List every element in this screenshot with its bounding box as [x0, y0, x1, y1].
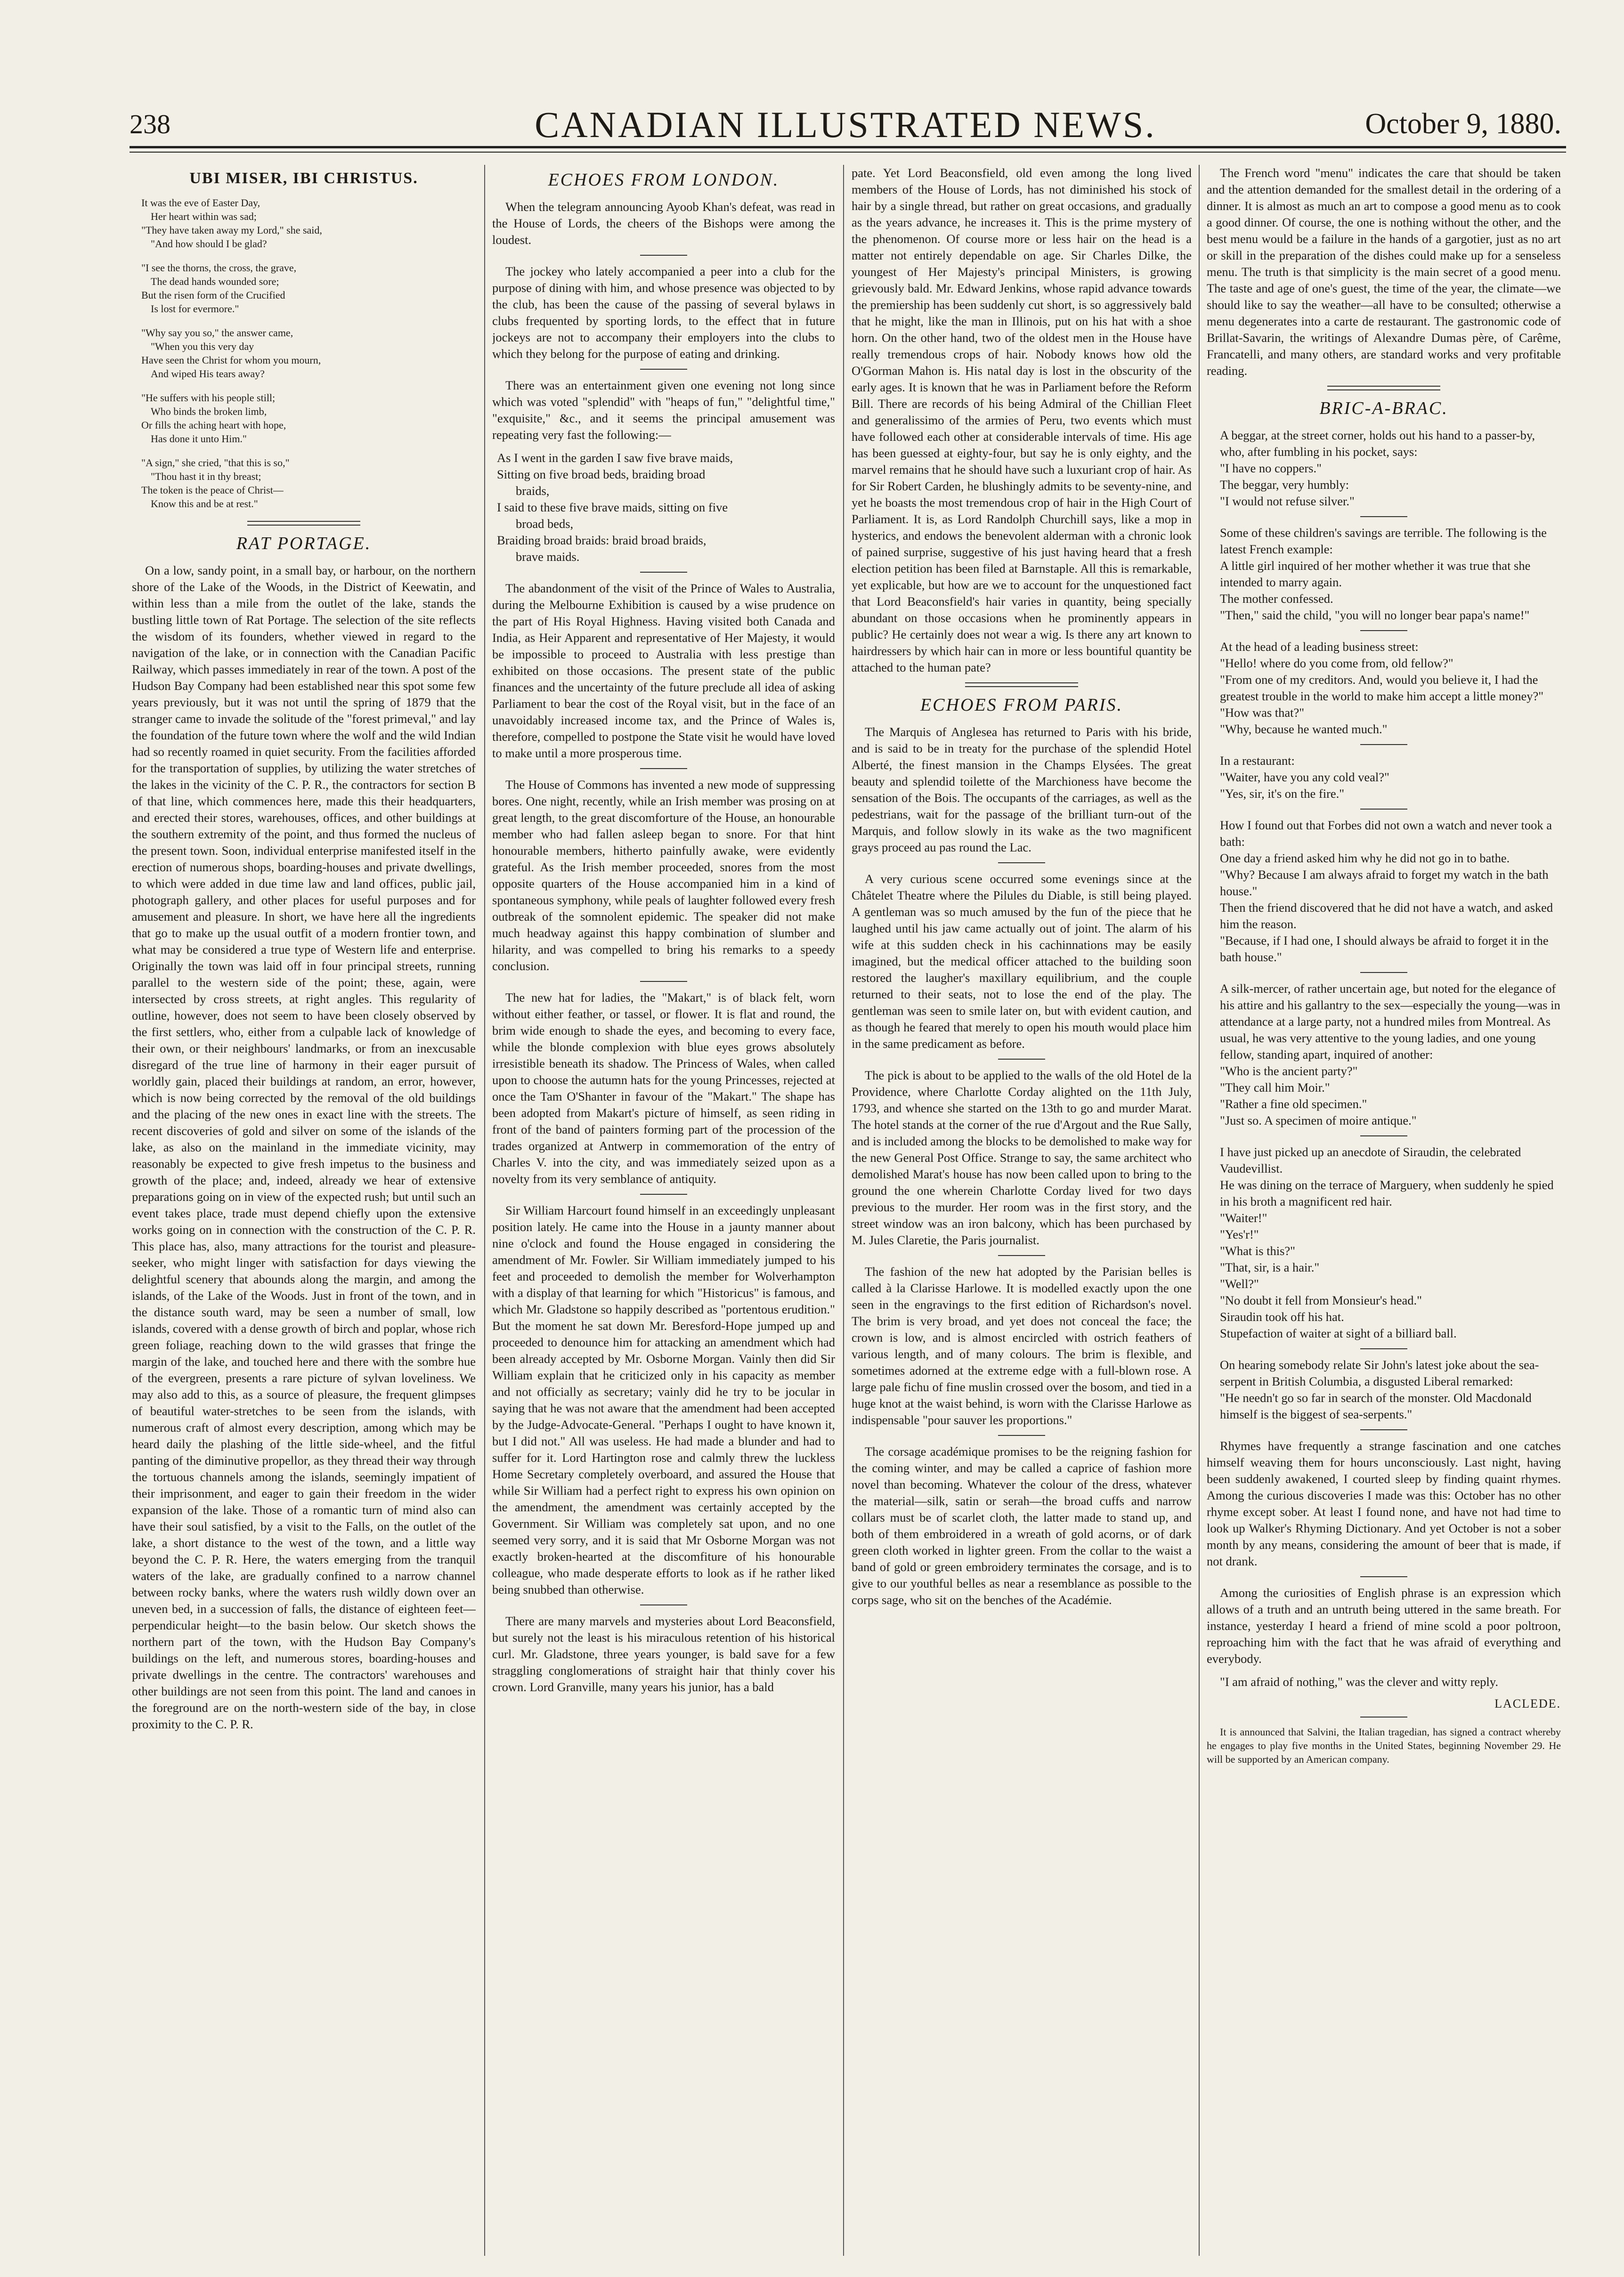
anecdote-line: I have just picked up an anecdote of Siraudin, the celebrated Vaudevillist.	[1220, 1145, 1521, 1175]
anecdote-line: The mother confessed.	[1220, 592, 1333, 606]
verse-line: braids,	[516, 484, 550, 498]
anecdote-street	[1207, 639, 1561, 737]
article-paragraph: There are many marvels and mysteries about Lord Beaconsfield, but surely not the least is his miraculous retention of his historical curl. Mr. Gladstone, three years younger, is bald save for a few straggling conglomerations of straight hair that thinly cover his crown. Lord Granville, many years his junior, has a bald	[492, 1614, 835, 1694]
verse-line: As I went in the garden I saw five brave maids,	[497, 451, 733, 465]
item-divider	[1360, 1576, 1407, 1577]
poem-stanza	[141, 391, 476, 446]
anecdote-line: Some of these children's savings are terrible. The following is the latest French example:	[1220, 526, 1547, 556]
article-paragraph: The Marquis of Anglesea has returned to Paris with his bride, and is said to be in treaty for the purchase of the splendid Hotel Alberté, the finest mansion in the Champs Elysées. The great beauty and splendid toilette of the Marchioness have become the sensation of the Bois. The occupants of the carriages, as well as the pedestrians, wait for the passage of the brilliant turn-out of the Marquis, and follow slowly in its wake as the two magnificent grays proceed au pas round the Lac.	[852, 725, 1192, 854]
item-divider	[1360, 1348, 1407, 1349]
poem-line: Have seen the Christ for whom you mourn,	[141, 354, 321, 366]
item-divider	[998, 1255, 1045, 1256]
section-title: ECHOES FROM PARIS.	[920, 695, 1123, 715]
poem-line: The token is the peace of Christ—	[141, 484, 284, 496]
anecdote-line: "From one of my creditors. And, would you believe it, I had the greatest trouble in the world to make him accept a little money?"	[1220, 673, 1544, 703]
tongue-twister-verse	[497, 450, 835, 565]
item-divider	[640, 981, 687, 982]
article-paragraph: Among the curiosities of English phrase is an expression which allows of a truth and an untruth being uttered in the same breath. For instance, yesterday I heard a friend of mine scold a poor poltroon, reproaching him with the fact that he was afraid of everything and everybody.	[1207, 1586, 1561, 1666]
article-paragraph: The new hat for ladies, the "Makart," is of black felt, worn without either feather, or tassel, or flower. It is flat and round, the brim wide enough to shade the eyes, and becoming to every face, while the blonde complexion with blue eyes grows absolutely irresistible beneath its shadow. The Princess of Wales, when called upon to choose the autumn hats for the young Princesses, rejected at once the Tam O'Shanter in favour of the "Makart." The shape has been adopted from Makart's picture of himself, as seen riding in front of the band of painters forming part of the procession of the trades organized at Antwerp in commemoration of the entry of Charles V. into the city, and was immediately seized upon as a novelty from its very semblance of antiquity.	[492, 990, 835, 1186]
verse-line: broad beds,	[516, 517, 574, 531]
item-divider	[1360, 516, 1407, 517]
poem-line: "They have taken away my Lord," she said,	[141, 224, 322, 236]
anecdote-line: On hearing somebody relate Sir John's latest joke about the sea-serpent in British Columbia, a disgusted Liberal remarked:	[1220, 1358, 1539, 1388]
poem-line: And wiped His tears away?	[151, 368, 265, 380]
column-4	[1207, 165, 1561, 2261]
article-paragraph: On a low, sandy point, in a small bay, or harbour, on the northern shore of the Lake of the Woods, in the District of Keewatin, and within less than a mile from the outlet of the lake, stands the bustling little town of Rat Portage. The selection of the site reflects the wisdom of its founders, whether viewed in regard to the navigation of the lake, or in connection with the Canadian Pacific Railway, which passes immediately in rear of the town. A post of the Hudson Bay Company had been established near this spot some few years previously, but it was not until the spring of 1879 that the stranger came to invade the solitude of the "forest primeval," and lay the foundation of the future town where the wolf and the wild Indian had so recently roamed in quiet security. From the facilities afforded for the transportation of supplies, by utilizing the water stretches of the lakes in the vicinity of the C. P. R., the contractors for section B of that line, which commences here, made this their headquarters, and erected their stores, warehouses, offices, and other buildings at the southern extremity of the point, and thus formed the nucleus of the present town. Soon, individual enterprise manifested itself in the erection of numerous shops, boarding-houses and private dwellings, to which were added in due time law and land offices, public jail, photograph gallery, and other places for useful purposes and for amusement and pleasure. In short, we have here all the ingredients that go to make up the usual outfit of a modern frontier town, and what may be considered a true type of Western life and enterprise. Originally the town was laid off in four principal streets, running parallel to the western side of the point; these, again, were intersected by cross streets, at right angles. This regularity of outline, however, does not seem to have been closely observed by the first settlers, who, either from a culpable lack of knowledge of their own, or their neighbours' landmarks, or from an inexcusable disregard of the true line of harmony in their eager pursuit of worldly gain, placed their buildings at random, an error, however, which is now being corrected by the removal of the old buildings and the placing of the new ones in exact line with the streets. The recent discoveries of gold and silver on some of the islands of the lake, as also on the mainland in the immediate vicinity, may reasonably be expected to give fresh impetus to the business and growth of the place; and, indeed, already we hear of extensive preparations going on in view of the expected rush; but until such an event takes place, trade must depend chiefly upon the extensive works going on in connection with the construction of the C. P. R. This place has, also, many attractions for the tourist and pleasure-seeker, who might linger with satisfaction for days viewing the delightful scenery that abounds along the margin, and among the islands, of the Lake of the Woods. Just in front of the town, and in the distance south ward, may be seen a number of small, low islands, covered with a dense growth of birch and poplar, whose rich green foliage, reaching down to the wild grasses that fringe the margin of the lake, and touched here and there with the sombre hue of the evergreen, presents a rare picture of sylvan loveliness. We may also add to this, as a source of pleasure, the frequent glimpses of beautiful water-stretches to be seen from the islands, with numerous craft of almost every description, among which may be heard daily the plashing of the little side-wheel, and the fitful panting of the diminutive propellor, as they thread their way through the tortuous channels among the islands, seemingly impatient of their imprisonment, and eager to gain their freedom in the wider expansion of the lake. Those of a romantic turn of mind also can have their soul satisfied, by a visit to the Falls, on the outlet of the lake, a short distance to the west of the town, and a little way beyond the C. P. R. Here, the waters emerging from the tranquil waters of the lake, are gradually confined to a narrow channel between rocky banks, where the waters rush wildly down over an uneven bed, in a succession of falls, the distance of eighteen feet—perpendicular height—to the basin below. Our sketch shows the northern part of the town, with the Hudson Bay Company's buildings on the left, and numerous stores, boarding-houses and private dwellings in the centre. The contractors' warehouses and other buildings are not seen from this point. The land and canoes in the foreground are on the north-western side of the bay, in close proximity to the C. P. R.	[132, 563, 476, 1731]
anecdote-line: "He needn't go so far in search of the monster. Old Macdonald himself is the biggest of sea-serpents."	[1220, 1391, 1532, 1421]
item-divider	[640, 768, 687, 769]
anecdote-line: A silk-mercer, of rather uncertain age, but noted for the elegance of his attire and his gallantry to the sex—especially the young—was in attendance at a large party, not a hundred miles from Montreal. As usual, he was very attentive to the young ladies, and one young fellow, standing apart, inquired of another:	[1220, 981, 1560, 1062]
anecdote-line: "Waiter, have you any cold veal?"	[1220, 770, 1389, 784]
anecdote-beggar	[1207, 427, 1561, 510]
anecdote-line: Then the friend discovered that he did not have a watch, and asked him the reason.	[1220, 900, 1553, 931]
item-divider	[1360, 744, 1407, 745]
anecdote-line: "Just so. A specimen of moire antique."	[1220, 1113, 1417, 1127]
issue-date: October 9, 1880.	[1365, 108, 1561, 140]
anecdote-line: One day a friend asked him why he did not go in to bathe.	[1220, 851, 1510, 865]
section-title: ECHOES FROM LONDON.	[548, 170, 780, 190]
anecdote-line: "Hello! where do you come from, old fellow?"	[1220, 656, 1453, 670]
anecdote-line: The beggar, very humbly:	[1220, 478, 1349, 492]
article-title: RAT PORTAGE.	[236, 534, 372, 553]
anecdote-line: "I have no coppers."	[1220, 461, 1322, 475]
anecdote-line: In a restaurant:	[1220, 754, 1295, 768]
anecdote-line: "Well?"	[1220, 1277, 1259, 1291]
item-divider	[1360, 1717, 1407, 1718]
article-paragraph: "I am afraid of nothing," was the clever and witty reply.	[1220, 1675, 1498, 1689]
masthead-title: CANADIAN ILLUSTRATED NEWS.	[535, 104, 1156, 145]
poem-line: Her heart within was sad;	[151, 211, 257, 222]
header-rule	[130, 146, 1566, 148]
anecdote-line: "Waiter!"	[1220, 1211, 1267, 1225]
anecdote-line: Stupefaction of waiter at sight of a billiard ball.	[1220, 1326, 1457, 1340]
article-paragraph: When the telegram announcing Ayoob Khan's defeat, was read in the House of Lords, the cheers of the Bishops were among the loudest.	[492, 200, 835, 247]
anecdote-line: "No doubt it fell from Monsieur's head."	[1220, 1293, 1422, 1307]
article-paragraph: The pick is about to be applied to the walls of the old Hotel de la Providence, where Charlotte Corday alighted on the 11th July, 1793, and whence she started on the 13th to go and murder Marat. The hotel stands at the corner of the rue d'Argout and the Rue Sally, and is included among the blocks to be demolished to make way for the new General Post Office. Strange to say, the same architect who demolished Marat's house has now been called upon to bring to the ground the one wherein Charlotte Corday lived for two days previous to the murder. Her room was in the first story, and the street window was an iron balcony, which has been purchased by M. Jules Claretie, the Paris journalist.	[852, 1068, 1192, 1247]
item-divider	[998, 1435, 1045, 1436]
anecdote-forbes	[1207, 817, 1561, 965]
page-header	[130, 99, 1561, 146]
anecdote-line: "Rather a fine old specimen."	[1220, 1097, 1367, 1111]
header-rule-thin	[130, 152, 1566, 153]
poem-title: UBI MISER, IBI CHRISTUS.	[189, 170, 418, 187]
article-paragraph: Rhymes have frequently a strange fascination and one catches himself weaving them for hours unconsciously. Last night, having been suddenly awakened, I courted sleep by finding quaint rhymes. Among the curious discoveries I made was this: October has no other rhyme except sober. At least I found none, and have not had time to look up Walker's Rhyming Dictionary. And yet October is not a sober month by any means, considering the amount of beer that is made, if not drank.	[1207, 1439, 1561, 1568]
article-paragraph: The fashion of the new hat adopted by the Parisian belles is called à la Clarisse Harlowe. It is modelled exactly upon the one seen in the engravings to the first edition of Richardson's novel. The brim is very broad, and yet does not conceal the face; the crown is low, and is almost encircled with ostrich feathers of various length, and of many colours. The brim is flexible, and sometimes adorned at the extreme edge with a full-blown rose. A large pale fichu of fine muslin crossed over the bosom, and tied in a huge knot at the waist behind, is worn with the Clarisse Harlowe as indispensable "pour sauver les proportions."	[852, 1264, 1192, 1427]
column-divider	[1199, 165, 1200, 2256]
article-paragraph: The French word "menu" indicates the care that should be taken and the attention demanded for the smallest detail in the ordering of a dinner. It is almost as much an art to compose a good menu as to cook a good dinner. Of course, the one is nothing without the other, and the best menu would be a failure in the hands of a gargotier, just as no art or skill in the preparation of the dishes could make up for a senseless menu. The truth is that simplicity is the main secret of a good menu. The taste and age of one's guest, the time of the year, the climate—we should like to say the weather—all have to be consulted; otherwise a menu degenerates into a carte de restaurant. The gastronomic code of Brillat-Savarin, the writings of Alexandre Dumas père, of Carême, Francatelli, and many others, are standard works and very profitable reading.	[1207, 166, 1561, 378]
article-paragraph: The corsage académique promises to be the reigning fashion for the coming winter, and may be called a caprice of fashion more novel than becoming. Whatever the colour of the dress, whatever the material—silk, satin or serah—the broad cuffs and narrow collars must be of scarlet cloth, the latter made to stand up, and both of them embroidered in a wreath of gold acorns, or of dark green cloth worked in lighter green. From the collar to the waist a band of gold or green embroidery terminates the corsage, and is to give to our youthful belles as near a resemblance as possible to the corps sage, who sit on the benches of the Académie.	[852, 1444, 1192, 1607]
column-divider	[843, 165, 844, 2256]
anecdote-line: "Yes'r!"	[1220, 1227, 1259, 1241]
item-divider	[1360, 809, 1407, 810]
section-divider	[247, 521, 360, 526]
anecdote-savings	[1207, 525, 1561, 624]
anecdote-silk-mercer	[1207, 980, 1561, 1129]
author-signature: LACLEDE.	[1494, 1697, 1561, 1710]
verse-line: brave maids.	[516, 550, 580, 564]
poem-line: It was the eve of Easter Day,	[141, 197, 260, 209]
anecdote-line: "Yes, sir, it's on the fire."	[1220, 786, 1345, 801]
item-divider	[640, 369, 687, 370]
poem-line: Know this and be at rest."	[151, 498, 258, 510]
article-paragraph: A very curious scene occurred some evenings since at the Châtelet Theatre where the Pilules du Diable, is still being played. A gentleman was so much amused by the fun of the piece that he laughed until his jaw came actually out of joint. The alarm of his wife at this sudden check in his cachinnations may be easily imagined, but the medical officer attached to the building soon restored the laugher's maxillary equilibrium, and the couple returned to their seats, not to lose the end of the play. The gentleman was seen to smile later on, but with evident caution, and as though he feared that merely to open his mouth would place him in the same predicament as before.	[852, 872, 1192, 1051]
anecdote-line: A little girl inquired of her mother whether it was true that she intended to marry again.	[1220, 559, 1531, 589]
item-divider	[1360, 1135, 1407, 1136]
verse-line: I said to these five brave maids, sitting on five	[497, 500, 728, 514]
poem-stanza	[141, 326, 476, 381]
verse-line: Sitting on five broad beds, braiding broad	[497, 467, 706, 481]
item-divider	[1360, 1429, 1407, 1430]
anecdote-line: How I found out that Forbes did not own a watch and never took a bath:	[1220, 818, 1552, 849]
anecdote-line: "Because, if I had one, I should always be afraid to forget it in the bath house."	[1220, 933, 1549, 964]
item-divider	[998, 862, 1045, 863]
poem-line: "A sign," she cried, "that this is so,"	[141, 457, 290, 469]
item-divider	[640, 1194, 687, 1195]
section-divider	[1327, 386, 1440, 390]
section-divider	[965, 682, 1078, 687]
anecdote-line: "Why? Because I am always afraid to forget my watch in the bath house."	[1220, 867, 1549, 898]
item-divider	[640, 255, 687, 256]
anecdote-line: A beggar, at the street corner, holds out his hand to a passer-by, who, after fumbling in his pocket, says:	[1220, 428, 1535, 459]
poem	[141, 196, 476, 511]
poem-line: The dead hands wounded sore;	[151, 276, 279, 287]
article-paragraph: pate. Yet Lord Beaconsfield, old even among the long lived members of the House of Lords, has not diminished his stock of hair by a single thread, but rather on great occasions, and gradually as the years advance, he increases it. This is the prime mystery of the phenomenon. Of course more or less hair on the head is a matter not entirely dependable on age. Sir Charles Dilke, the youngest of Her Majesty's principal Ministers, is growing grievously bald. Mr. Edward Jenkins, whose rapid advance towards the premiership has been suddenly cut short, is so aggressively bald that he might, like the man in Illinois, put on his hat with a shoe horn. On the other hand, two of the oldest men in the House have really tremendous crops of hair. Nobody knows how old the O'Gorman Mahon is. His natal day is lost in the obscurity of the early ages. It is known that he was in Parliament before the Reform Bill. There are records of his being Admiral of the Chillian Fleet and generalissimo of the armies of Peru, two events which must have followed each other at considerable intervals of time. His age has been guessed at eighty-four, but say he is only eighty, and the marvel remains that he should have such a luxuriant crop of hair. As for Sir Robert Carden, he blushingly admits to be seventy-nine, and yet he boasts the most tremendous crop of hair in the High Court of Parliament. It is, as Lord Randolph Churchill says, like a mop in hysterics, and endows the benevolent alderman with a chronic look of pained surprise, suggestive of his just having heard that a fresh election petition has been filed at Barnstaple. All this is remarkable, yet explicable, but how are we to account for the unquestioned fact that Lord Beaconsfield's hair varies in quantity, being specially abundant on those occasions when he prominently appears in public? He certainly does not wear a wig. Is there any art known to hairdressers by which hair can in more or less bountiful quantity be attached to the human pate?	[852, 166, 1192, 674]
poem-line: Is lost for evermore."	[151, 303, 239, 315]
article-paragraph: It is announced that Salvini, the Italian tragedian, has signed a contract whereby he engages to play five months in the United States, beginning November 29. He will be supported by an American company.	[1207, 1726, 1561, 1765]
anecdote-line: Siraudin took off his hat.	[1220, 1310, 1344, 1324]
item-divider	[640, 572, 687, 573]
poem-stanza	[141, 196, 476, 251]
article-paragraph: The House of Commons has invented a new mode of suppressing bores. One night, recently, while an Irish member was prosing on at great length, to the great discomforture of the House, an honourable member who had fallen asleep began to snore. For that hint honourable members, hitherto painfully awake, were evidently grateful. As the Irish member proceeded, snores from the most opposite quarters of the House accompanied him in a kind of spontaneous symphony, while peals of laughter followed every fresh outbreak of the somnolent epidemic. The speaker did not make much headway against this happy combination of slumber and hilarity, and was compelled to bring his remarks to a speedy conclusion.	[492, 778, 835, 973]
article-paragraph: The abandonment of the visit of the Prince of Wales to Australia, during the Melbourne Exhibition is caused by a wise prudence on the part of His Royal Highness. Having visited both Canada and India, as Heir Apparent and representative of Her Majesty, it would be impossible to proceed to Australia with less prestige than exhibited on those occasions. The present state of the public finances and the uncertainty of the future preclude all idea of asking Parliament to bear the cost of the Royal visit, but in the face of an unavoidably increased income tax, and the Prince of Wales is, therefore, compelled to postpone the State visit he would have loved to make until a more prosperous time.	[492, 581, 835, 760]
poem-line: Who binds the broken limb,	[151, 405, 267, 417]
page-number: 238	[130, 109, 171, 139]
poem-line: Has done it unto Him."	[151, 433, 247, 445]
poem-line: "Thou hast it in thy breast;	[151, 470, 261, 482]
poem-line: But the risen form of the Crucified	[141, 289, 285, 301]
section-title: BRIC-A-BRAC.	[1319, 398, 1448, 418]
poem-stanza	[141, 456, 476, 511]
anecdote-line: "They call him Moir."	[1220, 1080, 1330, 1094]
anecdote-line: "How was that?"	[1220, 705, 1305, 720]
poem-line: "He suffers with his people still;	[141, 392, 276, 404]
item-divider	[1360, 972, 1407, 973]
item-divider	[998, 1059, 1045, 1060]
column-divider	[484, 165, 485, 2256]
item-divider	[1360, 630, 1407, 631]
verse-line: Braiding broad braids: braid broad braids,	[497, 533, 706, 547]
poem-stanza	[141, 261, 476, 316]
column-1	[132, 165, 476, 2261]
anecdote-line: "Then," said the child, "you will no longer bear papa's name!"	[1220, 608, 1530, 622]
anecdote-line: "That, sir, is a hair."	[1220, 1260, 1320, 1274]
anecdote-restaurant	[1207, 753, 1561, 802]
anecdote-line: He was dining on the terrace of Marguery, when suddenly he spied in his broth a magnificent red hair.	[1220, 1178, 1554, 1208]
article-paragraph: Sir William Harcourt found himself in an exceedingly unpleasant position lately. He came into the House in a jaunty manner about nine o'clock and found the House engaged in considering the amendment of Mr. Fowler. Sir William immediately jumped to his feet and proceeded to demolish the member for Wolverhampton with a display of that learning for which "Historicus" is famous, and which Mr. Gladstone so happily described as "portentous erudition." But the moment he sat down Mr. Beresford-Hope jumped up and proceeded to denounce him for attacking an amendment which had been already accepted by Mr. Osborne Morgan. Vainly then did Sir William explain that he criticized only in his capacity as member and not officially as secretary; vainly did he try to be jocular in saying that he was not aware that the amendment had been accepted by the Judge-Advocate-General. "Perhaps I ought to have known it, but I did not." All was useless. He had made a blunder and had to suffer for it. Lord Hartington rose and calmly threw the luckless Home Secretary completely overboard, and assured the House that while Sir William had a perfect right to express his own opinion on the amendment, the amendment was certainly accepted by the Government. Sir William was completely sat upon, and no one seemed very sorry, and it is said that Mr Osborne Morgan was not exactly broken-hearted at the discomfiture of his honourable colleague, who made desperate efforts to look as if he rather liked being snubbed than otherwise.	[492, 1203, 835, 1596]
column-3	[852, 165, 1192, 2261]
anecdote-line: "Who is the ancient party?"	[1220, 1064, 1358, 1078]
poem-line: "When you this very day	[151, 340, 254, 352]
poem-line: "Why say you so," the answer came,	[141, 327, 293, 339]
column-2	[492, 165, 835, 2261]
anecdote-line: "What is this?"	[1220, 1244, 1295, 1258]
anecdote-sea-serpent	[1207, 1357, 1561, 1423]
anecdote-line: At the head of a leading business street:	[1220, 640, 1419, 654]
anecdote-line: "Why, because he wanted much."	[1220, 722, 1388, 736]
poem-line: "I see the thorns, the cross, the grave,	[141, 262, 297, 274]
article-paragraph: There was an entertainment given one evening not long since which was voted "splendid" with "heaps of fun," "delightful time," "exquisite," &c., and it seems the principal amusement was repeating very fast the following:—	[492, 378, 835, 442]
poem-line: Or fills the aching heart with hope,	[141, 419, 286, 431]
poem-line: "And how should I be glad?	[151, 238, 267, 250]
anecdote-siraudin	[1207, 1144, 1561, 1342]
article-paragraph: The jockey who lately accompanied a peer into a club for the purpose of dining with him, and whose presence was objected to by the club, has been the cause of the passing of several bylaws in clubs frequented by sporting lords, to the effect that in future jockeys are not to accompany their employers into the clubs to which they belong for the purpose of eating and drinking.	[492, 264, 835, 361]
item-divider	[640, 1604, 687, 1605]
anecdote-line: "I would not refuse silver."	[1220, 494, 1355, 508]
